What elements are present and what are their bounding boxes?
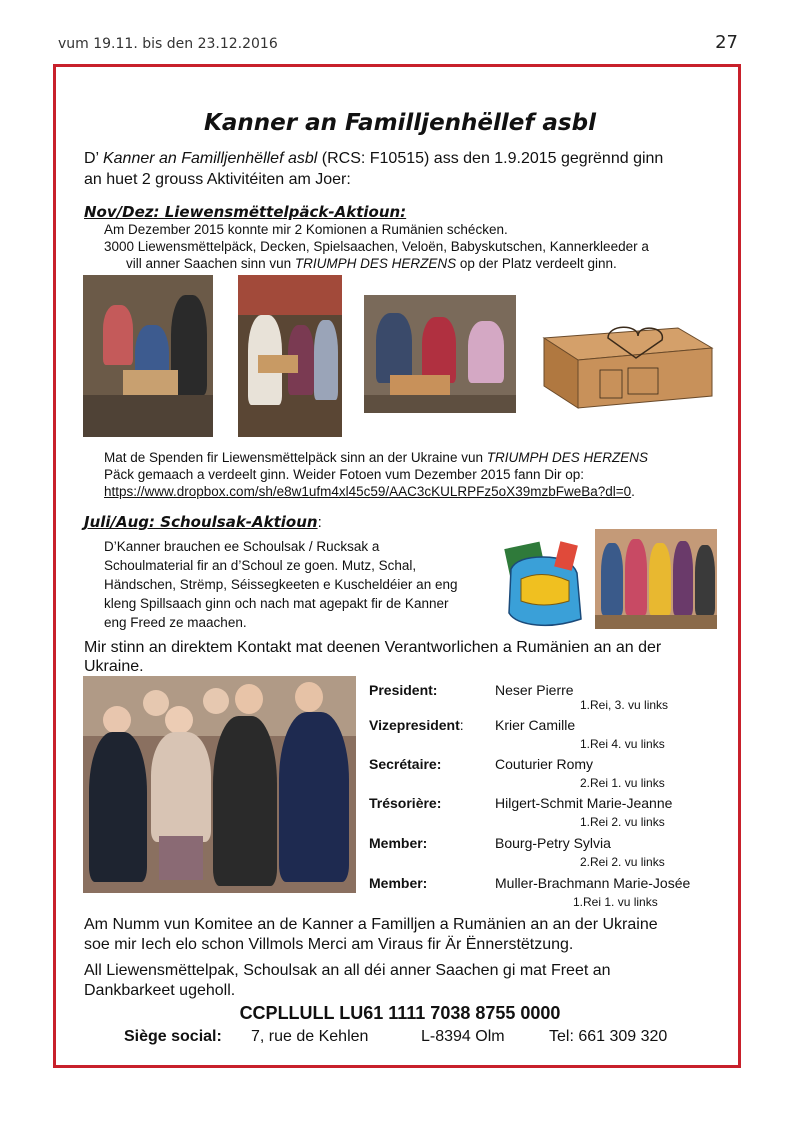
section2-line: Händschen, Strëmp, Séissegkeeten e Kuscheldéier an eng — [104, 577, 458, 592]
committee-name: Couturier Romy — [495, 756, 594, 772]
committee-role-suffix: : — [459, 717, 464, 733]
section2-heading-line — [84, 513, 322, 532]
committee-name: Krier Camille — [495, 717, 576, 733]
committee-position: 1.Rei 1. vu links — [573, 895, 658, 909]
section1-line3-c: op der Platz verdeelt ginn. — [456, 256, 617, 271]
committee-position: 2.Rei 1. vu links — [580, 776, 665, 790]
committee-position: 2.Rei 2. vu links — [580, 855, 665, 869]
section2-line: kleng Spillsaach ginn och nach mat agepakt fir de Kanner — [104, 596, 449, 611]
intro-paragraph — [84, 148, 724, 190]
photo-children-packages-2 — [238, 275, 342, 437]
committee-name: Bourg-Petry Sylvia — [495, 835, 611, 851]
committee-role: Member: — [369, 875, 428, 891]
contact-line1: Mir stinn an direktem Kontakt mat deenen Verantworlichen a Rumänien an an der — [84, 639, 662, 656]
siege-tel: Tel: 661 309 320 — [549, 1028, 668, 1045]
committee-position: 1.Rei 4. vu links — [580, 737, 665, 751]
thanks-line4: Dankbarkeet ugeholl. — [84, 982, 236, 999]
siege-city: L-8394 Olm — [421, 1028, 505, 1045]
section1-line3-b: TRIUMPH DES HERZENS — [294, 256, 457, 271]
intro-line1-rest: (RCS: F10515) ass den 1.9.2015 gegrënnd ginn — [317, 150, 664, 167]
section2-heading-end: : — [317, 514, 322, 531]
section1-after1-b: TRIUMPH DES HERZENS — [486, 450, 648, 465]
committee-role: Member: — [369, 835, 428, 851]
committee-role-line — [369, 717, 464, 733]
bank-account: CCPLLULL LU61 1111 7038 8755 0000 — [239, 1003, 561, 1023]
photo-food-box — [538, 318, 716, 410]
committee-role: Vizepresident — [369, 717, 460, 733]
photo-children-sitting — [364, 295, 516, 413]
section1-after-line1 — [104, 449, 648, 466]
contact-line2: Ukraine. — [84, 658, 144, 675]
committee-role: Secrétaire: — [369, 756, 442, 772]
siege-label: Siège social: — [124, 1028, 222, 1045]
section1-line2: 3000 Liewensmëttelpäck, Decken, Spielsaachen, Veloën, Babyskutschen, Kannerkleeder a — [104, 239, 649, 254]
photo-children-packages-1 — [83, 275, 213, 437]
section1-after-line2: Päck gemaach a verdeelt ginn. Weider Fotoen vum Dezember 2015 fann Dir op: — [104, 467, 585, 482]
schoolbag-clipart — [497, 539, 589, 629]
page-title: Kanner an Familljenhëllef asbl — [204, 110, 596, 136]
section1-line3 — [126, 255, 617, 272]
siege-address: 7, rue de Kehlen — [251, 1028, 369, 1045]
committee-position: 1.Rei, 3. vu links — [580, 698, 669, 712]
dropbox-link-end: . — [631, 484, 635, 499]
intro-line2: an huet 2 grouss Aktivitéiten am Joer: — [84, 171, 351, 188]
section2-line: D’Kanner brauchen ee Schoulsak / Rucksak a — [104, 539, 380, 554]
committee-role: President: — [369, 682, 438, 698]
photo-children-schoolbags — [595, 529, 717, 629]
section2-heading: Juli/Aug: Schoulsak-Aktioun — [84, 513, 318, 531]
intro-org-name: Kanner an Familljenhëllef asbl — [102, 150, 318, 167]
photo-committee — [83, 676, 356, 893]
section2-paragraph — [104, 537, 457, 632]
committee-name: Neser Pierre — [495, 682, 574, 698]
committee-position: 1.Rei 2. vu links — [580, 815, 665, 829]
section1-line1: Am Dezember 2015 konnte mir 2 Komionen a Rumänien schécken. — [104, 222, 508, 237]
dropbox-link[interactable]: https://www.dropbox.com/sh/e8w1ufm4xl45c59/AAC3cKULRPFz5oX39mzbFweBa?dl=0 — [104, 484, 632, 499]
section1-after1-a: Mat de Spenden fir Liewensmëttelpäck sinn an der Ukraine vun — [104, 450, 487, 465]
intro-prefix: D’ — [84, 150, 103, 167]
header-date-range: vum 19.11. bis den 23.12.2016 — [58, 36, 278, 52]
page-number: 27 — [715, 32, 738, 53]
section2-line: Schoulmaterial fir an d’Schoul ze goen. Mutz, Schal, — [104, 558, 417, 573]
thanks-line1: Am Numm vun Komitee an de Kanner a Familljen a Rumänien an an der Ukraine — [84, 916, 658, 933]
thanks-line3: All Liewensmëttelpak, Schoulsak an all déi anner Saachen gi mat Freet an — [84, 962, 611, 979]
committee-name: Hilgert-Schmit Marie-Jeanne — [495, 795, 673, 811]
section1-line3-a: vill anner Saachen sinn vun — [126, 256, 295, 271]
committee-role: Trésorière: — [369, 795, 442, 811]
dropbox-link-line — [104, 483, 635, 500]
section1-heading: Nov/Dez: Liewensmëttelpäck-Aktioun: — [84, 203, 407, 221]
section2-line: eng Freed ze maachen. — [104, 615, 247, 630]
thanks-line2: soe mir Iech elo schon Villmols Merci am Viraus fir Är Ënnerstëtzung. — [84, 936, 574, 953]
committee-name: Muller-Brachmann Marie-Josée — [495, 875, 691, 891]
